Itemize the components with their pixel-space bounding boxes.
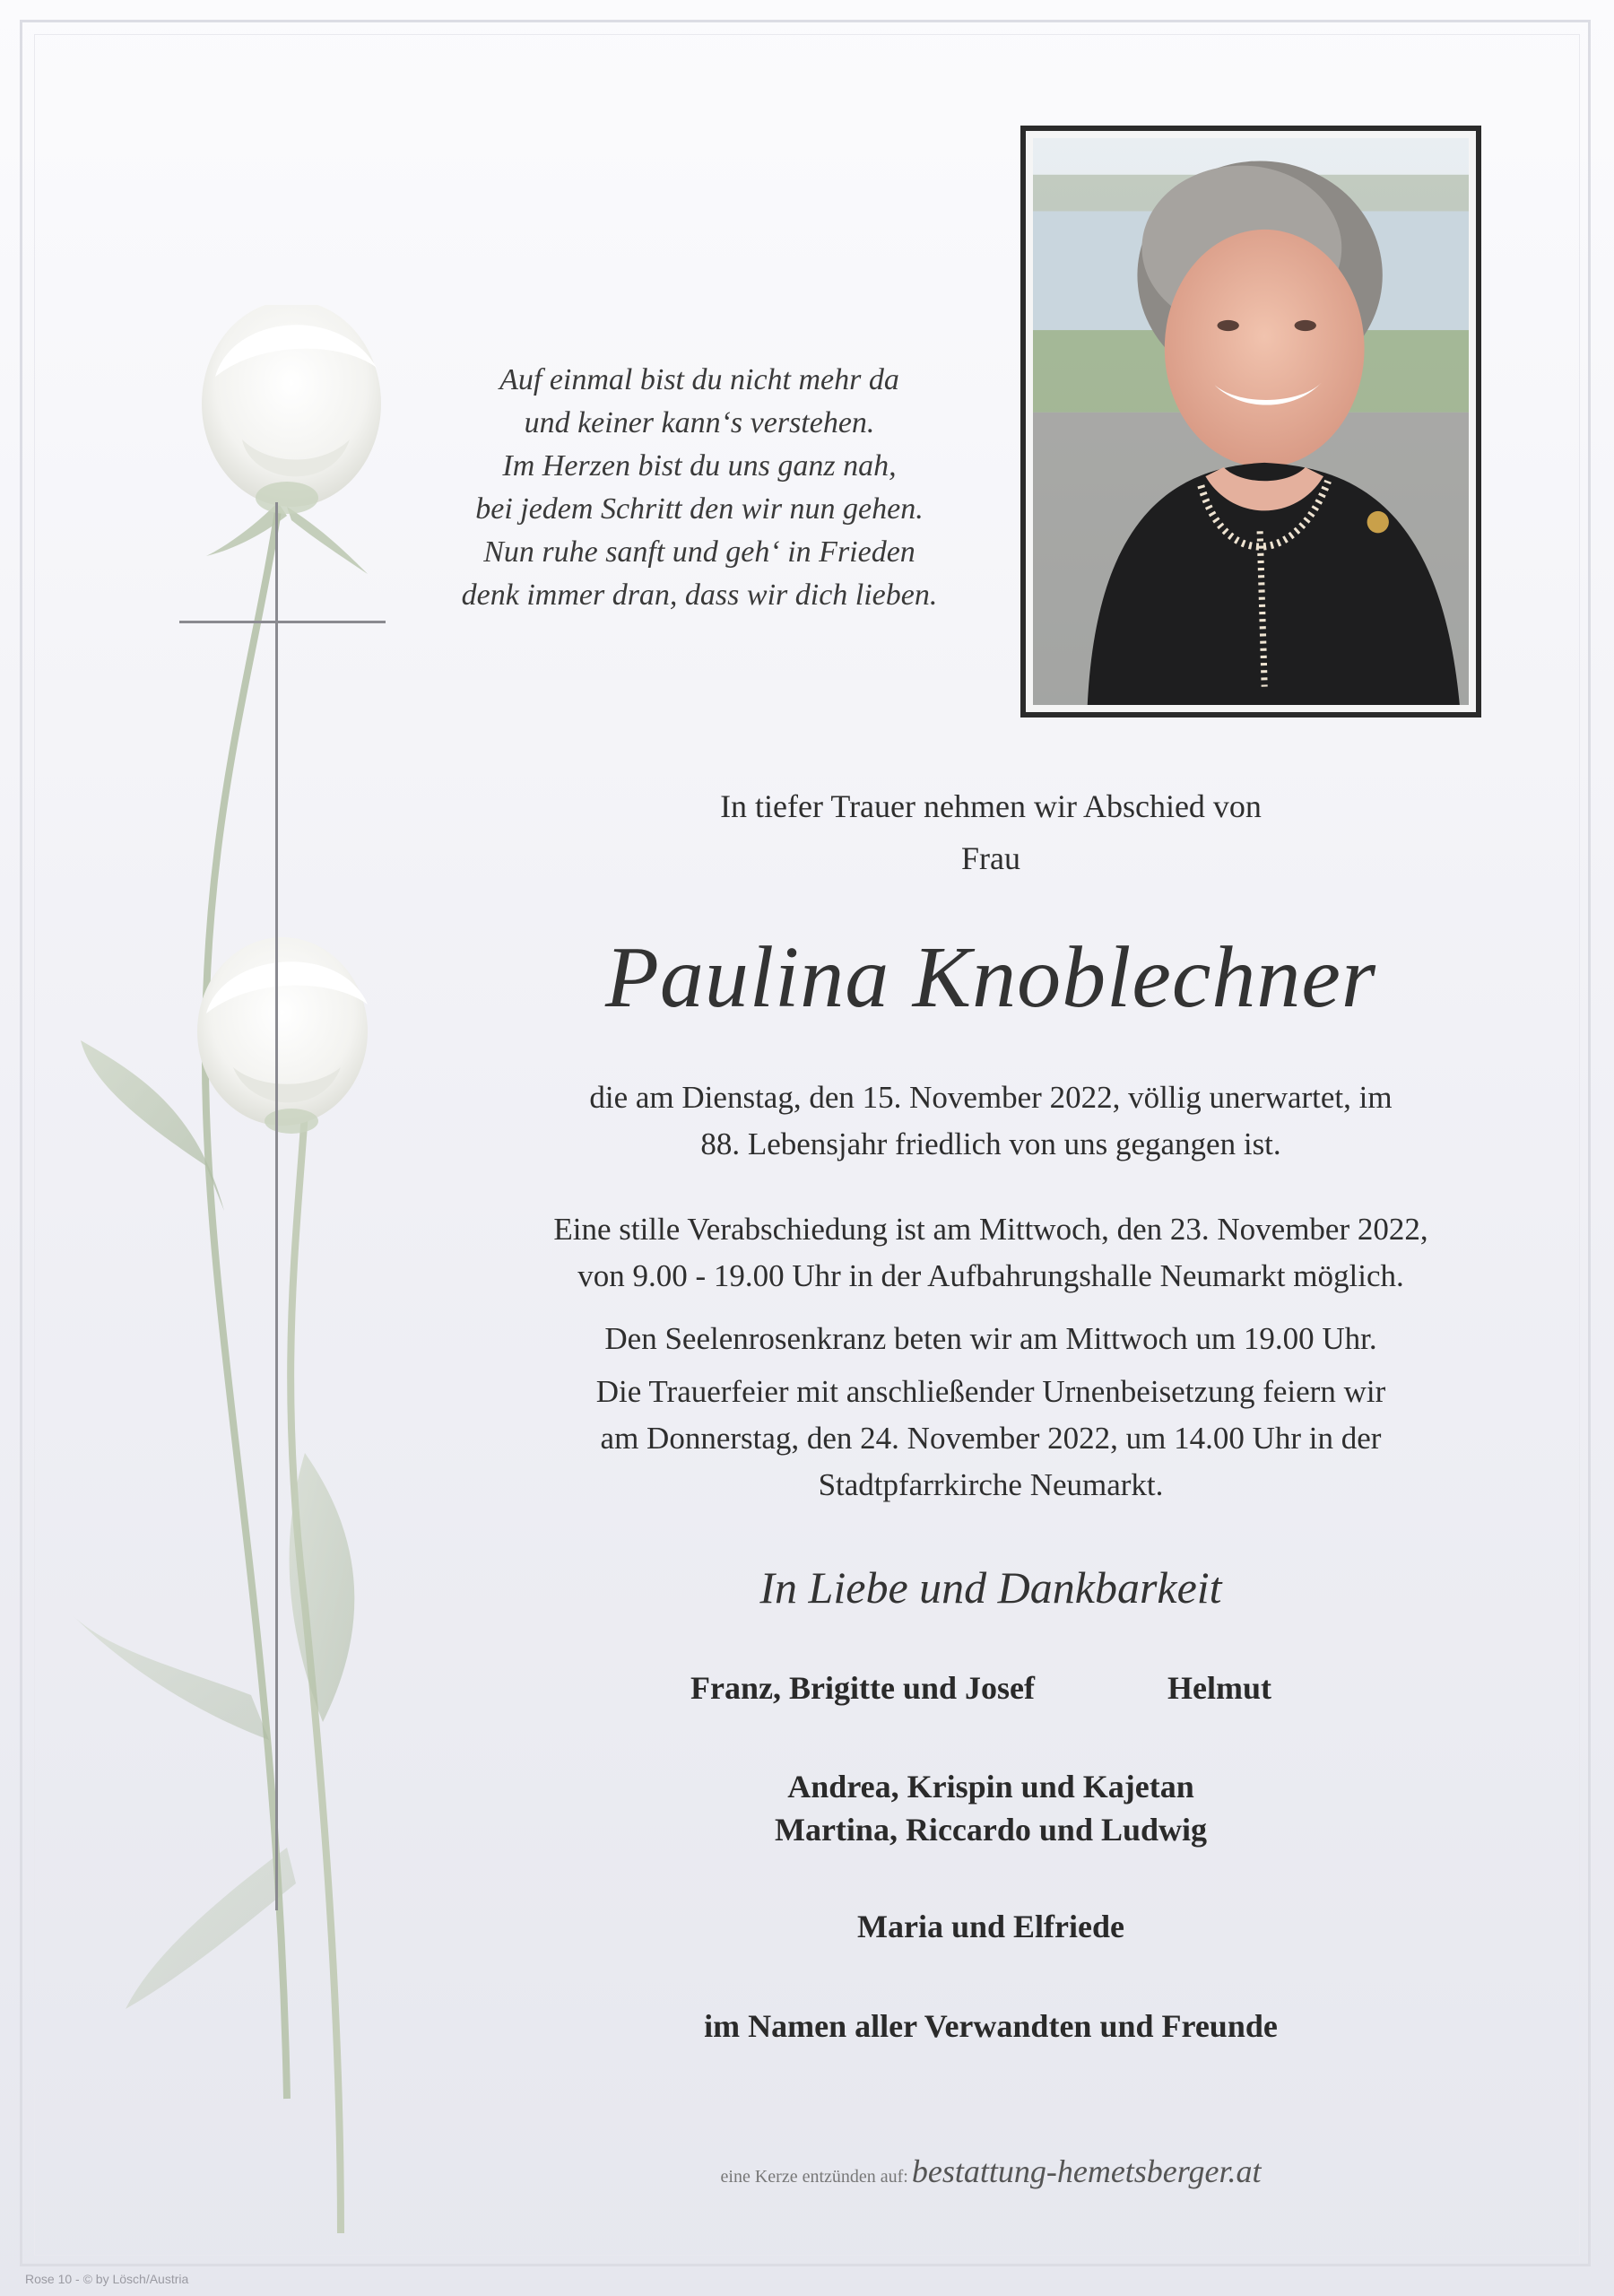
poem-line: bei jedem Schritt den wir nun gehen. [475,492,924,526]
text-line: Eine stille Verabschiedung ist am Mittwoch, den 23. November 2022, [553,1212,1428,1247]
website-link[interactable]: bestattung-hemetsberger.at [911,2153,1262,2189]
portrait-frame [1020,126,1481,718]
footer-prefix: eine Kerze entzünden auf: [720,2167,908,2187]
intro [502,780,1480,884]
family-names: Maria und Elfriede [857,1909,1124,1944]
cross-vertical-line [275,502,278,1910]
poem-line: Im Herzen bist du uns ganz nah, [502,449,897,483]
cross-horizontal-line [179,621,386,623]
poem [421,359,977,617]
text-line: die am Dienstag, den 15. November 2022, völlig unerwartet, im [589,1080,1393,1115]
farewell-notice [502,1206,1480,1300]
intro-line-1: In tiefer Trauer nehmen wir Abschied von [720,788,1262,824]
rosary-notice: Den Seelenrosenkranz beten wir am Mittwoch um 19.00 Uhr. [604,1321,1377,1356]
text-line: von 9.00 - 19.00 Uhr in der Aufbahrungshalle Neumarkt möglich. [577,1258,1404,1293]
text-line: Stadtpfarrkirche Neumarkt. [818,1467,1164,1502]
poem-line: und keiner kann‘s verstehen. [524,406,875,439]
portrait-photo [1033,138,1469,705]
poem-line: Auf einmal bist du nicht mehr da [499,363,899,396]
intro-line-2: Frau [961,840,1020,876]
footer [502,2152,1480,2190]
text-line: am Donnerstag, den 24. November 2022, um 14.00 Uhr in der [600,1421,1382,1456]
poem-line: denk immer dran, dass wir dich lieben. [461,578,938,612]
image-credit: Rose 10 - © by Lösch/Austria [25,2272,189,2286]
death-notice [502,1074,1480,1168]
family-names: Andrea, Krispin und Kajetan [787,1769,1194,1805]
funeral-notice [502,1369,1480,1509]
family-names: Helmut [1167,1670,1271,1706]
family-names: Martina, Riccardo und Ludwig [774,1812,1208,1848]
thanks-heading: In Liebe und Dankbarkeit [759,1562,1222,1613]
text-line: Die Trauerfeier mit anschließender Urnenbeisetzung feiern wir [595,1374,1386,1409]
family-names: im Namen aller Verwandten und Freunde [704,2008,1278,2044]
text-line: 88. Lebensjahr friedlich von uns gegangen ist. [700,1126,1281,1161]
poem-line: Nun ruhe sanft und geh‘ in Frieden [483,535,915,569]
family-names: Franz, Brigitte und Josef [690,1670,1035,1706]
deceased-name: Paulina Knoblechner [604,929,1377,1026]
